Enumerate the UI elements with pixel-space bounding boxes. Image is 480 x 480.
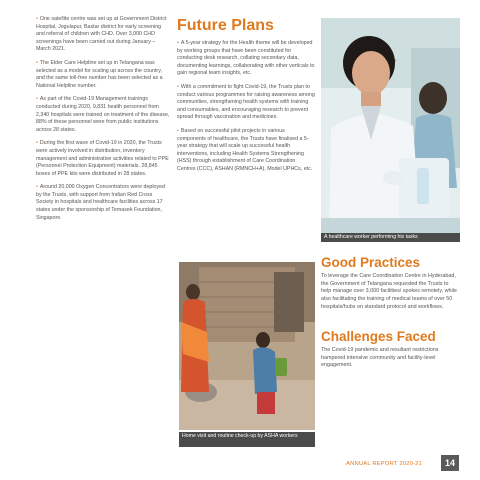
bullet-dot-icon: • <box>36 59 38 66</box>
good-practices-heading: Good Practices <box>321 255 421 270</box>
bullet-item <box>177 40 315 78</box>
bullet-item <box>36 184 171 222</box>
bullet-dot-icon: • <box>36 96 38 103</box>
asha-home-visit-photo <box>179 262 315 430</box>
bullet-dot-icon: • <box>177 127 179 134</box>
bullet-dot-icon: • <box>36 16 38 22</box>
bullet-item <box>36 16 171 54</box>
annual-report-label: ANNUAL REPORT 2020-21 <box>346 461 422 467</box>
challenges-heading: Challenges Faced <box>321 329 436 344</box>
bullet-text: With a commitment to fight Covid-19, the Trusts plan to conduct various programmes for raising awareness among communities, strengthening health systems with training and consumables, and encouraging research to prevent spread through vaccination and medicines. <box>177 83 315 121</box>
bullet-text: During the first wave of Covid-19 in 2020, the Trusts were actively involved in distribution, inventory management and administrative activities related to PPE (Personnel Protection Equipment) materials. 28,845 boxes of PPE kits were distributed in 28 states. <box>36 140 169 177</box>
bullet-item <box>36 96 171 134</box>
bullet-item <box>177 128 315 174</box>
photo1-caption: A healthcare worker performing his tasks <box>321 233 460 242</box>
bullet-item <box>36 60 171 90</box>
challenges-text: The Covid-19 pandemic and resultant restrictions hampered intensive community and facility-level engagement. <box>321 347 439 369</box>
healthcare-worker-illustration <box>321 18 460 234</box>
bullet-item <box>177 84 315 122</box>
bullet-text: A 5-year strategy for the Health theme will be developed by working groups that have been constituted for conducting desk research, collating secondary data, documenting learnings, collaborating with other verticals to gain regional team insights, etc. <box>177 40 315 77</box>
bullet-text: The Elder Care Helpline set up in Telangana was selected as a model for scaling up across the country, and the same toll-free number has been selected as a National Helpline number. <box>36 59 163 89</box>
future-plans-heading: Future Plans <box>177 17 274 34</box>
bullet-text: Based on successful pilot projects in various components of healthcare, the Trusts have finalised a 5-year strategy that will scale up successful health interventions, including Health Systems Strengthening (HSS) through establishment of Care Coordination Centres (CCC), ASHAN (RMNCH+A), Model UPHCs, etc. <box>177 127 313 172</box>
bullet-text: One satellite centre was set up at Government District Hospital, Jogulapur, Bastar district for early screening and referral of children with CHD. Over 3,000 CHD screenings have been carried out during January – March 2021. <box>36 16 167 53</box>
bullet-text: As part of the Covid-19 Management trainings conducted during 2020, 9,831 health personnel from 2,340 hospitals were trained on treatment of the disease, 88% of these personnel were from public institutions across 28 states. <box>36 96 170 133</box>
bullet-text: Around 20,000 Oxygen Concentrators were deployed by the Trusts, with support from Indian Red Cross Society in hospitals and healthcare facilities across 17 states under the sponsorship of Temasek Foundation, Singapore. <box>36 184 166 221</box>
future-plans-section <box>177 16 315 180</box>
bullet-dot-icon: • <box>36 140 38 147</box>
bullet-item <box>36 140 171 178</box>
healthcare-worker-photo <box>321 18 460 234</box>
page-number: 14 <box>441 455 459 471</box>
bullet-dot-icon: • <box>36 184 38 191</box>
bullet-dot-icon: • <box>177 83 179 90</box>
bullet-dot-icon: • <box>177 40 179 46</box>
photo2-caption: Home visit and routine check-up by ASHA workers <box>179 432 315 447</box>
home-visit-illustration <box>179 262 315 430</box>
good-practices-text: To leverage the Care Coordination Centre in Hyderabad, the Government of Telangana requested the Trusts to help manage over 3,000 facilities/ spokes remotely, while also facilitating the training of medical teams of over 50 hospitals/hubs on standard protocol and workflows. <box>321 273 457 310</box>
left-column <box>36 16 171 228</box>
